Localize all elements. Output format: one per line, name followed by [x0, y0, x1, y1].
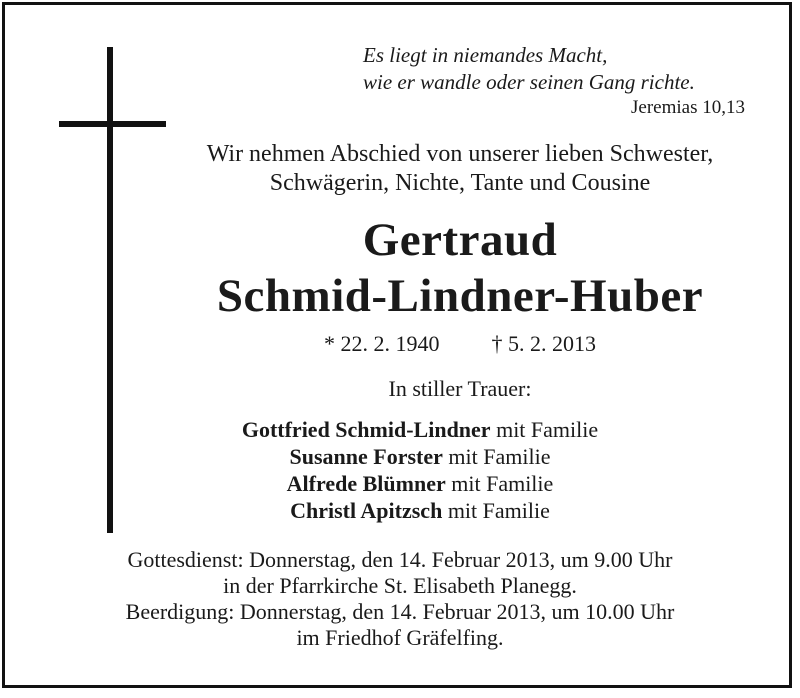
mourners-list: [130, 416, 710, 524]
mourner-suffix: mit Familie: [490, 417, 599, 442]
mourner-suffix: mit Familie: [442, 498, 550, 523]
mourner-entry: [130, 443, 710, 470]
service-details: [20, 547, 780, 651]
birth-date: * 22. 2. 1940: [324, 331, 440, 356]
deceased-first-name: Gertraud: [362, 214, 558, 266]
mourner-name: Gottfried Schmid-Lindner: [241, 417, 491, 442]
mourning-label: In stiller Trauer:: [388, 376, 532, 401]
service-line-4: im Friedhof Gräfelfing.: [296, 625, 504, 650]
service-line-1: Gottesdienst: Donnerstag, den 14. Februar 2013, um 9.00 Uhr: [127, 547, 673, 572]
farewell-intro: [150, 140, 770, 198]
quote-source: Jeremias 10,13: [631, 97, 745, 118]
death-date: † 5. 2. 2013: [491, 331, 596, 356]
intro-line-2: Schwägerin, Nichte, Tante und Cousine: [269, 170, 651, 196]
quote-line-1: Es liegt in niemandes Macht,: [363, 43, 608, 67]
cross-icon: [107, 47, 113, 533]
mourner-name: Alfrede Blümner: [286, 471, 446, 496]
life-dates: [150, 330, 770, 358]
mourner-name: Susanne Forster: [289, 444, 443, 469]
deceased-last-name: Schmid-Lindner-Huber: [216, 270, 704, 322]
mourner-suffix: mit Familie: [442, 444, 551, 469]
bible-quote: [320, 42, 745, 120]
cross-icon-bar: [59, 121, 166, 127]
mourner-entry: [130, 416, 710, 443]
mourner-suffix: mit Familie: [445, 471, 554, 496]
mourner-name: Christl Apitzsch: [290, 498, 443, 523]
mourner-entry: [130, 497, 710, 524]
quote-line-2: wie er wandle oder seinen Gang richte.: [363, 70, 695, 94]
service-line-2: in der Pfarrkirche St. Elisabeth Planegg.: [223, 573, 577, 598]
mourner-entry: [130, 470, 710, 497]
deceased-name: [150, 212, 770, 324]
service-line-3: Beerdigung: Donnerstag, den 14. Februar 2013, um 10.00 Uhr: [125, 599, 675, 624]
intro-line-1: Wir nehmen Abschied von unserer lieben Schwester,: [206, 141, 714, 167]
